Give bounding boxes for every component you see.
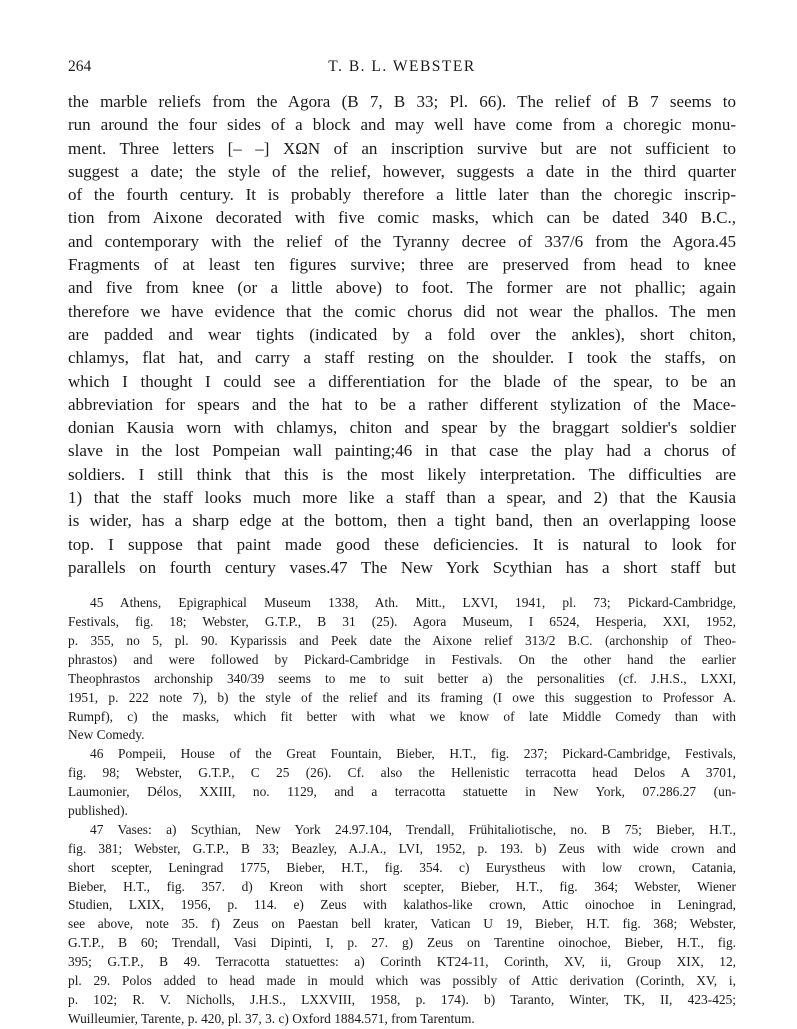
body-line: and contemporary with the relief of the Tyranny decree of 337/6 from the Agora.45 <box>68 231 736 251</box>
body-line: donian Kausia worn with chlamys, chiton and spear by the braggart soldier's soldier <box>68 418 736 438</box>
footnote-line: Studien, LXIX, 1956, p. 114. e) Zeus with kalathos-like crown, Attic oinochoe in Leningrad, <box>68 897 736 913</box>
footnote-line: Laumonier, Délos, XXIII, no. 1129, and a terracotta statuette in New York, 07.286.27 (un- <box>68 784 736 800</box>
footnote-line: pl. 29. Polos added to head made in mould which was possibly of Attic derivation (Corinth, XV, i, <box>68 973 736 989</box>
body-text <box>68 90 736 579</box>
footnote-line: fig. 98; Webster, G.T.P., C 25 (26). Cf. also the Hellenistic terracotta head Delos A 3701, <box>68 765 736 781</box>
footnote-line: Theophrastos archonship 340/39 seems to me to suit better a) the personalities (cf. J.H.S., LXXI, <box>68 670 736 686</box>
body-line: parallels on fourth century vases.47 The New York Scythian has a short staff but <box>68 557 736 577</box>
body-line: are padded and wear tights (indicated by a fold over the ankles), short chiton, <box>68 324 736 344</box>
footnotes <box>68 594 736 1028</box>
footnote-46: 46 Pompeii, House of the Great Fountain, Bieber, H.T., fig. 237; Pickard-Cambridge, Festivals, <box>90 746 736 762</box>
footnote-line: published). <box>68 803 128 819</box>
body-line: soldiers. I still think that this is the most likely interpretation. The difficulties are <box>68 464 736 484</box>
footnote-line: p. 355, no 5, pl. 90. Kyparissis and Peek date the Aixone relief 313/2 B.C. (archonship of Theo- <box>68 633 736 649</box>
body-line: suggest a date; the style of the relief, however, suggests a date in the third quarter <box>68 161 736 181</box>
body-line: and five from knee (or a little above) to foot. The former are not phallic; again <box>68 278 736 298</box>
footnote-line: p. 102; R. V. Nicholls, J.H.S., LXXVIII, 1958, p. 174). b) Taranto, Winter, TK, II, 423-425; <box>68 991 736 1007</box>
body-line: is wider, has a sharp edge at the bottom, then a tight band, then an overlapping loose <box>68 511 736 531</box>
page-number: 264 <box>68 58 92 75</box>
footnote-45: 45 Athens, Epigraphical Museum 1338, Ath. Mitt., LXVI, 1941, pl. 73; Pickard-Cambridge, <box>90 595 736 611</box>
body-line: Fragments of at least ten figures survive; three are preserved from head to knee <box>68 255 736 275</box>
footnote-line: Festivals, fig. 18; Webster, G.T.P., B 31 (25). Agora Museum, I 6524, Hesperia, XXI, 1952, <box>68 614 736 630</box>
body-line: abbreviation for spears and the hat to be a rather different stylization of the Mace- <box>68 394 736 414</box>
body-line: the marble reliefs from the Agora (B 7, B 33; Pl. 66). The relief of B 7 seems to <box>68 92 736 111</box>
footnote-line: see above, note 35. f) Zeus on Paestan bell krater, Vatican U 19, Bieber, H.T. fig. 368; Webster, <box>68 916 736 932</box>
body-line: which I thought I could see a differentiation for the blade of the spear, to be an <box>68 371 736 391</box>
body-line: top. I suppose that paint made good these deficiencies. It is natural to look for <box>68 534 736 554</box>
body-line: of the fourth century. It is probably therefore a little later than the choregic inscrip- <box>68 185 736 205</box>
footnote-line: Wuilleumier, Tarente, p. 420, pl. 37, 3. c) Oxford 1884.571, from Tarentum. <box>68 1010 475 1026</box>
footnote-line: Bieber, H.T., fig. 357. d) Kreon with short scepter, Bieber, H.T., fig. 364; Webster, Wiener <box>68 878 736 894</box>
page <box>68 56 736 1029</box>
page-header <box>68 56 736 84</box>
body-line: tion from Aixone decorated with five comic masks, which can be dated 340 B.C., <box>68 208 736 228</box>
footnote-line: G.T.P., B 60; Trendall, Vasi Dipinti, I, p. 27. g) Zeus on Tarentine oinochoe, Bieber, H.T., fig. <box>68 935 736 951</box>
body-line: chlamys, flat hat, and carry a staff resting on the shoulder. I took the staffs, on <box>68 348 736 368</box>
footnote-line: New Comedy. <box>68 727 145 743</box>
running-title: T. B. L. WEBSTER <box>328 58 476 75</box>
body-line: slave in the lost Pompeian wall painting;46 in that case the play had a chorus of <box>68 441 736 461</box>
footnote-47: 47 Vases: a) Scythian, New York 24.97.104, Trendall, Frühitaliotische, no. B 75; Bieber, H.T., <box>90 821 736 837</box>
footnote-line: Rumpf), c) the masks, which fit better with what we know of late Middle Comedy than with <box>68 708 736 724</box>
body-line: therefore we have evidence that the comic chorus did not wear the phallos. The men <box>68 301 736 321</box>
footnote-line: phrastos) and were followed by Pickard-Cambridge in Festivals. On the other hand the earlier <box>68 651 736 667</box>
footnote-line: 395; G.T.P., B 49. Terracotta statuettes: a) Corinth KT24-11, Corinth, XV, ii, Group XIX, 12, <box>68 954 736 970</box>
footnote-line: short scepter, Leningrad 1775, Bieber, H.T., fig. 354. c) Eurystheus with low crown, Catania, <box>68 859 736 875</box>
footnote-line: 1951, p. 222 note 7), b) the style of the relief and its framing (I owe this suggestion to Professor A. <box>68 689 736 705</box>
body-line: run around the four sides of a block and may well have come from a choregic monu- <box>68 115 736 135</box>
body-line: ment. Three letters [– –] ΧΩΝ of an inscription survive but are not sufficient to <box>68 138 736 158</box>
footnote-line: fig. 381; Webster, G.T.P., B 33; Beazley, A.J.A., LVI, 1952, p. 193. b) Zeus with wide crown and <box>68 840 736 856</box>
body-line: 1) that the staff looks much more like a staff than a spear, and 2) that the Kausia <box>68 488 736 508</box>
